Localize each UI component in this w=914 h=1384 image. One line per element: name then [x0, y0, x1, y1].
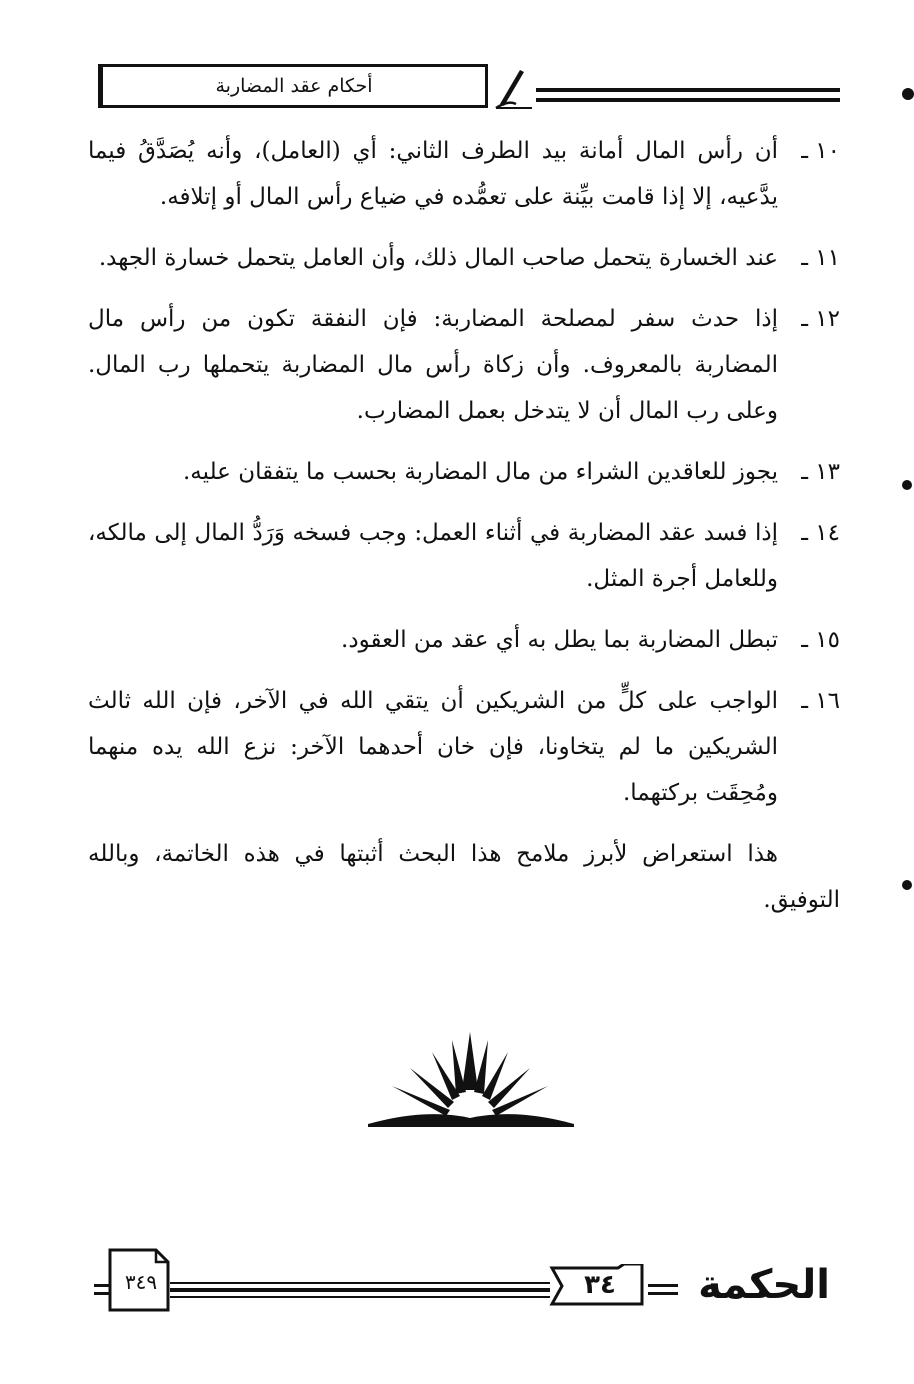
list-item: [88, 128, 840, 220]
item-text: إذا فسد عقد المضاربة في أثناء العمل: وجب فسخه وَرَدُّ المال إلى مالكه، وللعامل أجرة المثل.: [88, 520, 778, 592]
list-item: [88, 617, 840, 663]
header-rule-top: [536, 88, 840, 92]
list-item: [88, 678, 840, 816]
page-number: ٣٤٩: [124, 1270, 158, 1294]
edge-mark: [902, 88, 914, 100]
item-number: ١٥ ـ: [801, 627, 840, 653]
issue-number: ٣٤: [584, 1270, 616, 1300]
item-number: ١٤ ـ: [801, 520, 840, 546]
footer-rule: [648, 1284, 678, 1287]
item-text: أن رأس المال أمانة بيد الطرف الثاني: أي (العامل)، وأنه يُصَدَّقُ فيما يدَّعيه، إلا إذا قامت بيِّنة على تعمُّده في ضياع رأس المال أو إتلافه.: [88, 138, 778, 210]
list-item: [88, 296, 840, 434]
footer-rule: [648, 1292, 678, 1295]
item-number: ١٢ ـ: [801, 306, 840, 332]
header-rule-bottom: [536, 98, 840, 102]
item-text: إذا حدث سفر لمصلحة المضاربة: فإن النفقة تكون من رأس مال المضاربة بالمعروف. وأن زكاة رأس مال المضاربة يتحملها رب المال. وعلى رب المال أن لا يتدخل بعمل المضارب.: [88, 306, 778, 424]
list-item: [88, 449, 840, 495]
end-ornament-icon: [366, 1030, 576, 1130]
journal-logo: الحكمة: [698, 1262, 830, 1308]
list-item: [88, 510, 840, 602]
running-header: [98, 64, 488, 108]
item-number: ١٦ ـ: [801, 688, 840, 714]
pen-icon: [494, 64, 534, 110]
running-title: أحكام عقد المضاربة: [215, 75, 373, 97]
item-text: عند الخسارة يتحمل صاحب المال ذلك، وأن العامل يتحمل خسارة الجهد.: [98, 245, 778, 271]
item-text: تبطل المضاربة بما يطل به أي عقد من العقود.: [341, 627, 778, 653]
item-number: ١٠ ـ: [801, 138, 840, 164]
list-item: [88, 235, 840, 281]
closing-paragraph: هذا استعراض لأبرز ملامح هذا البحث أثبتها في هذه الخاتمة، وبالله التوفيق.: [88, 841, 840, 913]
item-text: الواجب على كلٍّ من الشريكين أن يتقي الله في الآخر، فإن الله ثالث الشريكين ما لم يتخاونا، فإن خان أحدهما الآخر: نزع الله يده منهما ومُحِقَت بركتهما.: [88, 688, 778, 806]
edge-mark: [902, 480, 912, 490]
footer-rule: [170, 1282, 550, 1284]
edge-mark: [902, 880, 912, 890]
item-number: ١٣ ـ: [801, 459, 840, 485]
item-number: ١١ ـ: [801, 245, 840, 271]
footer-rule: [170, 1288, 550, 1292]
body-text: [88, 128, 840, 923]
footer-rule: [170, 1296, 550, 1298]
item-text: يجوز للعاقدين الشراء من مال المضاربة بحسب ما يتفقان عليه.: [182, 459, 778, 485]
